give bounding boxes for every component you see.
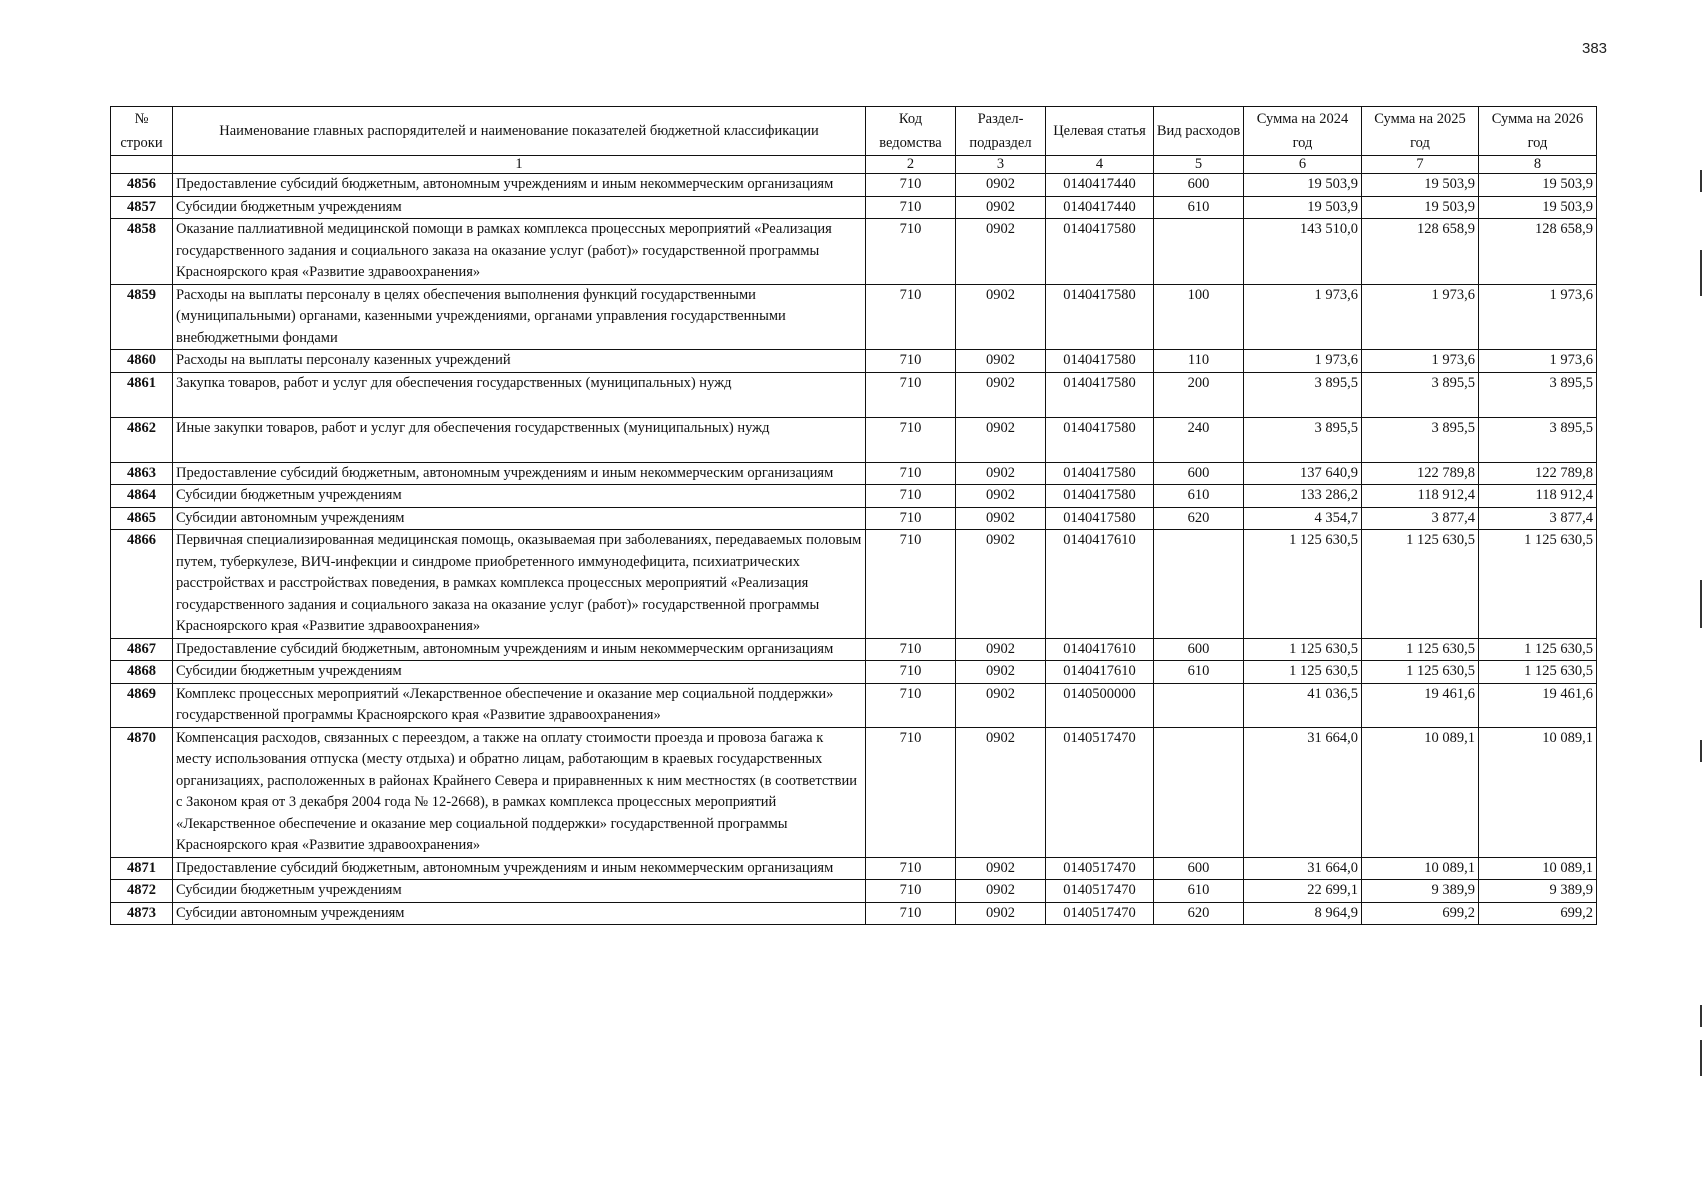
target-article-cell: 0140417610 bbox=[1046, 530, 1154, 639]
sum-2025-cell: 3 895,5 bbox=[1362, 372, 1479, 417]
col-header-y2026: Сумма на 2026 год bbox=[1479, 107, 1597, 156]
sum-2026-cell: 1 125 630,5 bbox=[1479, 530, 1597, 639]
sum-2024-cell: 1 125 630,5 bbox=[1244, 661, 1362, 684]
dept-code-cell: 710 bbox=[866, 727, 956, 857]
dept-code-cell: 710 bbox=[866, 530, 956, 639]
sum-2026-cell: 10 089,1 bbox=[1479, 727, 1597, 857]
name-cell: Оказание паллиативной медицинской помощи в рамках комплекса процессных мероприятий «Реализация государственного задания и социального заказа на оказание услуг (работ)» государственной программы Красноярского края «Развитие здравоохранения» bbox=[173, 219, 866, 285]
sum-2025-cell: 10 089,1 bbox=[1362, 857, 1479, 880]
row-number-cell: 4871 bbox=[111, 857, 173, 880]
budget-table bbox=[110, 106, 1597, 925]
dept-code-cell: 710 bbox=[866, 683, 956, 727]
sum-2026-cell: 10 089,1 bbox=[1479, 857, 1597, 880]
sum-2025-cell: 19 503,9 bbox=[1362, 174, 1479, 197]
target-article-cell: 0140517470 bbox=[1046, 857, 1154, 880]
dept-code-cell: 710 bbox=[866, 462, 956, 485]
sum-2024-cell: 3 895,5 bbox=[1244, 417, 1362, 462]
name-cell: Предоставление субсидий бюджетным, автономным учреждениям и иным некоммерческим организациям bbox=[173, 857, 866, 880]
sum-2024-cell: 3 895,5 bbox=[1244, 372, 1362, 417]
sum-2024-cell: 41 036,5 bbox=[1244, 683, 1362, 727]
section-code-cell: 0902 bbox=[956, 727, 1046, 857]
target-article-cell: 0140417580 bbox=[1046, 372, 1154, 417]
section-code-cell: 0902 bbox=[956, 857, 1046, 880]
col-header-dept: Код ведомства bbox=[866, 107, 956, 156]
sum-2024-cell: 8 964,9 bbox=[1244, 902, 1362, 925]
table-row bbox=[111, 462, 1597, 485]
expense-type-cell: 620 bbox=[1154, 507, 1244, 530]
section-code-cell: 0902 bbox=[956, 661, 1046, 684]
scan-edge-mark bbox=[1700, 170, 1702, 192]
table-body bbox=[111, 174, 1597, 925]
target-article-cell: 0140417580 bbox=[1046, 219, 1154, 285]
section-code-cell: 0902 bbox=[956, 372, 1046, 417]
target-article-cell: 0140417610 bbox=[1046, 661, 1154, 684]
sum-2025-cell: 1 125 630,5 bbox=[1362, 530, 1479, 639]
expense-type-cell bbox=[1154, 219, 1244, 285]
table-row bbox=[111, 661, 1597, 684]
sum-2024-cell: 137 640,9 bbox=[1244, 462, 1362, 485]
dept-code-cell: 710 bbox=[866, 196, 956, 219]
col-number: 6 bbox=[1244, 156, 1362, 174]
dept-code-cell: 710 bbox=[866, 350, 956, 373]
sum-2026-cell: 118 912,4 bbox=[1479, 485, 1597, 508]
dept-code-cell: 710 bbox=[866, 880, 956, 903]
sum-2025-cell: 128 658,9 bbox=[1362, 219, 1479, 285]
expense-type-cell bbox=[1154, 727, 1244, 857]
target-article-cell: 0140517470 bbox=[1046, 902, 1154, 925]
col-header-row: № строки bbox=[111, 107, 173, 156]
target-article-cell: 0140500000 bbox=[1046, 683, 1154, 727]
expense-type-cell: 610 bbox=[1154, 196, 1244, 219]
row-number-cell: 4858 bbox=[111, 219, 173, 285]
name-cell: Субсидии автономным учреждениям bbox=[173, 902, 866, 925]
name-cell: Субсидии бюджетным учреждениям bbox=[173, 880, 866, 903]
target-article-cell: 0140517470 bbox=[1046, 727, 1154, 857]
sum-2024-cell: 31 664,0 bbox=[1244, 727, 1362, 857]
sum-2024-cell: 19 503,9 bbox=[1244, 196, 1362, 219]
section-code-cell: 0902 bbox=[956, 530, 1046, 639]
sum-2025-cell: 10 089,1 bbox=[1362, 727, 1479, 857]
dept-code-cell: 710 bbox=[866, 174, 956, 197]
sum-2025-cell: 19 461,6 bbox=[1362, 683, 1479, 727]
section-code-cell: 0902 bbox=[956, 485, 1046, 508]
sum-2026-cell: 1 973,6 bbox=[1479, 284, 1597, 350]
sum-2024-cell: 4 354,7 bbox=[1244, 507, 1362, 530]
table-row bbox=[111, 683, 1597, 727]
dept-code-cell: 710 bbox=[866, 857, 956, 880]
sum-2026-cell: 19 503,9 bbox=[1479, 174, 1597, 197]
table-row bbox=[111, 196, 1597, 219]
sum-2026-cell: 19 461,6 bbox=[1479, 683, 1597, 727]
sum-2026-cell: 1 973,6 bbox=[1479, 350, 1597, 373]
name-cell: Субсидии автономным учреждениям bbox=[173, 507, 866, 530]
dept-code-cell: 710 bbox=[866, 219, 956, 285]
dept-code-cell: 710 bbox=[866, 372, 956, 417]
dept-code-cell: 710 bbox=[866, 485, 956, 508]
table-row bbox=[111, 530, 1597, 639]
sum-2025-cell: 118 912,4 bbox=[1362, 485, 1479, 508]
section-code-cell: 0902 bbox=[956, 219, 1046, 285]
name-cell: Закупка товаров, работ и услуг для обеспечения государственных (муниципальных) нужд bbox=[173, 372, 866, 417]
col-number: 4 bbox=[1046, 156, 1154, 174]
target-article-cell: 0140417580 bbox=[1046, 284, 1154, 350]
sum-2025-cell: 122 789,8 bbox=[1362, 462, 1479, 485]
expense-type-cell bbox=[1154, 530, 1244, 639]
col-number: 8 bbox=[1479, 156, 1597, 174]
sum-2026-cell: 128 658,9 bbox=[1479, 219, 1597, 285]
sum-2024-cell: 133 286,2 bbox=[1244, 485, 1362, 508]
col-header-y2025: Сумма на 2025 год bbox=[1362, 107, 1479, 156]
sum-2025-cell: 1 973,6 bbox=[1362, 350, 1479, 373]
sum-2024-cell: 1 125 630,5 bbox=[1244, 638, 1362, 661]
row-number-cell: 4862 bbox=[111, 417, 173, 462]
table-row bbox=[111, 638, 1597, 661]
sum-2026-cell: 9 389,9 bbox=[1479, 880, 1597, 903]
sum-2024-cell: 1 125 630,5 bbox=[1244, 530, 1362, 639]
col-number: 5 bbox=[1154, 156, 1244, 174]
row-number-cell: 4856 bbox=[111, 174, 173, 197]
row-number-cell: 4869 bbox=[111, 683, 173, 727]
sum-2024-cell: 143 510,0 bbox=[1244, 219, 1362, 285]
expense-type-cell bbox=[1154, 683, 1244, 727]
col-header-section: Раздел-подраздел bbox=[956, 107, 1046, 156]
col-header-name: Наименование главных распорядителей и наименование показателей бюджетной классификации bbox=[173, 107, 866, 156]
expense-type-cell: 620 bbox=[1154, 902, 1244, 925]
row-number-cell: 4870 bbox=[111, 727, 173, 857]
row-number-cell: 4857 bbox=[111, 196, 173, 219]
expense-type-cell: 600 bbox=[1154, 638, 1244, 661]
row-number-cell: 4863 bbox=[111, 462, 173, 485]
scan-edge-mark bbox=[1700, 1040, 1702, 1076]
name-cell: Субсидии бюджетным учреждениям bbox=[173, 196, 866, 219]
sum-2025-cell: 3 877,4 bbox=[1362, 507, 1479, 530]
dept-code-cell: 710 bbox=[866, 661, 956, 684]
col-header-type: Вид расходов bbox=[1154, 107, 1244, 156]
table-row bbox=[111, 372, 1597, 417]
sum-2026-cell: 122 789,8 bbox=[1479, 462, 1597, 485]
expense-type-cell: 600 bbox=[1154, 174, 1244, 197]
name-cell: Первичная специализированная медицинская помощь, оказываемая при заболеваниях, передаваемых половым путем, туберкулезе, ВИЧ-инфекции и синдроме приобретенного иммунодефицита, психиатрических расстройствах и расстройствах поведения, в рамках комплекса процессных мероприятий «Реализация государственного задания и социального заказа на оказание услуг (работ)» государственной программы Красноярского края «Развитие здравоохранения» bbox=[173, 530, 866, 639]
header-row bbox=[111, 107, 1597, 156]
section-code-cell: 0902 bbox=[956, 196, 1046, 219]
scan-edge-mark bbox=[1700, 1005, 1702, 1027]
target-article-cell: 0140417580 bbox=[1046, 485, 1154, 508]
target-article-cell: 0140417580 bbox=[1046, 462, 1154, 485]
row-number-cell: 4859 bbox=[111, 284, 173, 350]
row-number-cell: 4861 bbox=[111, 372, 173, 417]
col-number: 7 bbox=[1362, 156, 1479, 174]
table-row bbox=[111, 417, 1597, 462]
table-row bbox=[111, 219, 1597, 285]
table-row bbox=[111, 880, 1597, 903]
row-number-cell: 4866 bbox=[111, 530, 173, 639]
col-number: 1 bbox=[173, 156, 866, 174]
sum-2024-cell: 31 664,0 bbox=[1244, 857, 1362, 880]
expense-type-cell: 610 bbox=[1154, 661, 1244, 684]
table-row bbox=[111, 485, 1597, 508]
expense-type-cell: 600 bbox=[1154, 462, 1244, 485]
section-code-cell: 0902 bbox=[956, 417, 1046, 462]
row-number-cell: 4872 bbox=[111, 880, 173, 903]
col-header-y2024: Сумма на 2024 год bbox=[1244, 107, 1362, 156]
target-article-cell: 0140417440 bbox=[1046, 174, 1154, 197]
table-row bbox=[111, 902, 1597, 925]
name-cell: Расходы на выплаты персоналу казенных учреждений bbox=[173, 350, 866, 373]
sum-2026-cell: 3 895,5 bbox=[1479, 417, 1597, 462]
sum-2026-cell: 699,2 bbox=[1479, 902, 1597, 925]
expense-type-cell: 240 bbox=[1154, 417, 1244, 462]
row-number-cell: 4868 bbox=[111, 661, 173, 684]
sum-2025-cell: 3 895,5 bbox=[1362, 417, 1479, 462]
expense-type-cell: 610 bbox=[1154, 880, 1244, 903]
name-cell: Предоставление субсидий бюджетным, автономным учреждениям и иным некоммерческим организациям bbox=[173, 638, 866, 661]
col-number bbox=[111, 156, 173, 174]
sum-2025-cell: 1 973,6 bbox=[1362, 284, 1479, 350]
scan-edge-mark bbox=[1700, 250, 1702, 296]
target-article-cell: 0140517470 bbox=[1046, 880, 1154, 903]
col-header-target: Целевая статья bbox=[1046, 107, 1154, 156]
table-row bbox=[111, 350, 1597, 373]
target-article-cell: 0140417580 bbox=[1046, 417, 1154, 462]
sum-2025-cell: 699,2 bbox=[1362, 902, 1479, 925]
sum-2026-cell: 19 503,9 bbox=[1479, 196, 1597, 219]
scan-edge-mark bbox=[1700, 580, 1702, 628]
table-row bbox=[111, 284, 1597, 350]
expense-type-cell: 110 bbox=[1154, 350, 1244, 373]
name-cell: Предоставление субсидий бюджетным, автономным учреждениям и иным некоммерческим организациям bbox=[173, 174, 866, 197]
section-code-cell: 0902 bbox=[956, 880, 1046, 903]
sum-2024-cell: 1 973,6 bbox=[1244, 284, 1362, 350]
expense-type-cell: 100 bbox=[1154, 284, 1244, 350]
sum-2025-cell: 1 125 630,5 bbox=[1362, 638, 1479, 661]
dept-code-cell: 710 bbox=[866, 417, 956, 462]
name-cell: Субсидии бюджетным учреждениям bbox=[173, 661, 866, 684]
target-article-cell: 0140417440 bbox=[1046, 196, 1154, 219]
table-row bbox=[111, 857, 1597, 880]
sum-2026-cell: 3 895,5 bbox=[1479, 372, 1597, 417]
target-article-cell: 0140417580 bbox=[1046, 507, 1154, 530]
sum-2026-cell: 1 125 630,5 bbox=[1479, 638, 1597, 661]
section-code-cell: 0902 bbox=[956, 462, 1046, 485]
expense-type-cell: 600 bbox=[1154, 857, 1244, 880]
sum-2025-cell: 19 503,9 bbox=[1362, 196, 1479, 219]
dept-code-cell: 710 bbox=[866, 638, 956, 661]
column-number-row bbox=[111, 156, 1597, 174]
section-code-cell: 0902 bbox=[956, 350, 1046, 373]
sum-2024-cell: 22 699,1 bbox=[1244, 880, 1362, 903]
sum-2025-cell: 1 125 630,5 bbox=[1362, 661, 1479, 684]
col-number: 2 bbox=[866, 156, 956, 174]
row-number-cell: 4867 bbox=[111, 638, 173, 661]
scan-edge-mark bbox=[1700, 740, 1702, 762]
section-code-cell: 0902 bbox=[956, 284, 1046, 350]
sum-2025-cell: 9 389,9 bbox=[1362, 880, 1479, 903]
name-cell: Иные закупки товаров, работ и услуг для обеспечения государственных (муниципальных) нужд bbox=[173, 417, 866, 462]
dept-code-cell: 710 bbox=[866, 902, 956, 925]
table-row bbox=[111, 727, 1597, 857]
dept-code-cell: 710 bbox=[866, 284, 956, 350]
table-row bbox=[111, 507, 1597, 530]
sum-2024-cell: 1 973,6 bbox=[1244, 350, 1362, 373]
section-code-cell: 0902 bbox=[956, 507, 1046, 530]
row-number-cell: 4864 bbox=[111, 485, 173, 508]
name-cell: Субсидии бюджетным учреждениям bbox=[173, 485, 866, 508]
expense-type-cell: 200 bbox=[1154, 372, 1244, 417]
target-article-cell: 0140417580 bbox=[1046, 350, 1154, 373]
sum-2024-cell: 19 503,9 bbox=[1244, 174, 1362, 197]
row-number-cell: 4865 bbox=[111, 507, 173, 530]
name-cell: Предоставление субсидий бюджетным, автономным учреждениям и иным некоммерческим организациям bbox=[173, 462, 866, 485]
name-cell: Комплекс процессных мероприятий «Лекарственное обеспечение и оказание мер социальной поддержки» государственной программы Красноярского края «Развитие здравоохранения» bbox=[173, 683, 866, 727]
expense-type-cell: 610 bbox=[1154, 485, 1244, 508]
table-row bbox=[111, 174, 1597, 197]
sum-2026-cell: 1 125 630,5 bbox=[1479, 661, 1597, 684]
target-article-cell: 0140417610 bbox=[1046, 638, 1154, 661]
sum-2026-cell: 3 877,4 bbox=[1479, 507, 1597, 530]
section-code-cell: 0902 bbox=[956, 683, 1046, 727]
name-cell: Расходы на выплаты персоналу в целях обеспечения выполнения функций государственными (муниципальными) органами, казенными учреждениями, органами управления государственными внебюджетными фондами bbox=[173, 284, 866, 350]
dept-code-cell: 710 bbox=[866, 507, 956, 530]
section-code-cell: 0902 bbox=[956, 902, 1046, 925]
name-cell: Компенсация расходов, связанных с переездом, а также на оплату стоимости проезда и провоза багажа к месту использования отпуска (месту отдыха) и обратно лицам, работающим в краевых государственных организациях, расположенных в районах Крайнего Севера и приравненных к ним местностях (в соответствии с Законом края от 3 декабря 2004 года № 12-2668), в рамках комплекса процессных мероприятий «Лекарственное обеспечение и оказание мер социальной поддержки» государственной программы Красноярского края «Развитие здравоохранения» bbox=[173, 727, 866, 857]
col-number: 3 bbox=[956, 156, 1046, 174]
row-number-cell: 4860 bbox=[111, 350, 173, 373]
row-number-cell: 4873 bbox=[111, 902, 173, 925]
section-code-cell: 0902 bbox=[956, 174, 1046, 197]
page-number: 383 bbox=[1582, 40, 1608, 57]
section-code-cell: 0902 bbox=[956, 638, 1046, 661]
